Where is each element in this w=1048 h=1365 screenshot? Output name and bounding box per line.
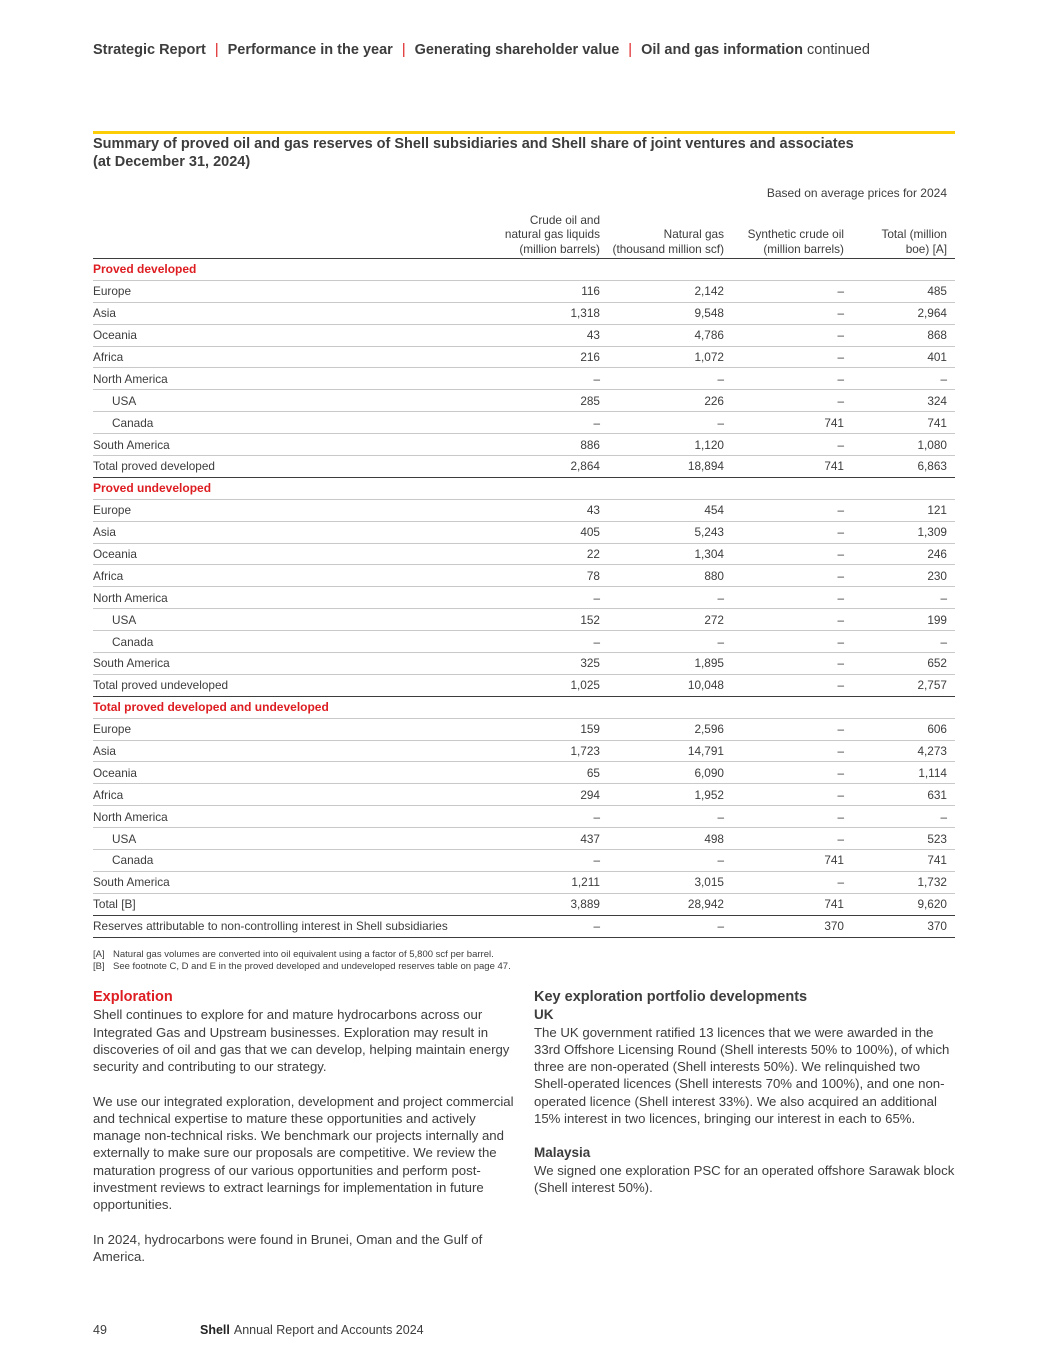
footnote — [93, 949, 955, 961]
row-label: Asia — [93, 306, 116, 321]
row-label: North America — [93, 371, 168, 386]
natural-gas-cell: – — [717, 919, 724, 934]
column-header-line: (million barrels) — [763, 241, 844, 256]
crude-oil-ngl-cell: 3,889 — [570, 897, 600, 912]
crude-oil-ngl-cell: 22 — [586, 547, 600, 562]
synthetic-crude-oil-cell: 741 — [824, 415, 844, 430]
breadcrumb-item-oil-gas-information[interactable]: Oil and gas information — [641, 42, 803, 58]
table-row — [93, 850, 955, 872]
synthetic-crude-oil-cell: – — [837, 525, 844, 540]
total-boe-cell: 246 — [927, 547, 947, 562]
table-row — [93, 653, 955, 675]
row-label: Europe — [93, 722, 132, 737]
row-label: North America — [93, 809, 168, 824]
synthetic-crude-oil-cell: – — [837, 371, 844, 386]
table-row — [93, 368, 955, 390]
publication-title — [200, 1322, 424, 1338]
crude-oil-ngl-cell: 159 — [580, 722, 600, 737]
synthetic-crude-oil-cell: – — [837, 875, 844, 890]
natural-gas-cell: 1,952 — [694, 787, 724, 802]
table-row — [93, 762, 955, 784]
natural-gas-cell: 3,015 — [694, 875, 724, 890]
synthetic-crude-oil-cell: – — [837, 568, 844, 583]
total-boe-cell: – — [940, 590, 947, 605]
column-header-line: Total (million — [881, 227, 947, 241]
key-developments-heading: Key exploration portfolio developments — [534, 989, 808, 1005]
crude-oil-ngl-cell: – — [593, 590, 600, 605]
total-boe-cell: 1,080 — [917, 437, 947, 452]
crude-oil-ngl-cell: 437 — [580, 831, 600, 846]
breadcrumb-item-performance[interactable]: Performance in the year — [227, 42, 393, 58]
natural-gas-cell: – — [717, 590, 724, 605]
natural-gas-cell: 2,142 — [694, 284, 724, 299]
table-header-row — [93, 207, 955, 259]
natural-gas-cell: 1,072 — [694, 350, 724, 364]
crude-oil-ngl-column-header — [480, 207, 607, 258]
synthetic-crude-oil-cell: – — [837, 831, 844, 846]
row-label: North America — [93, 590, 168, 605]
total-boe-cell: 370 — [927, 919, 947, 934]
total-boe-cell: 2,964 — [917, 306, 947, 321]
table-row — [93, 631, 955, 653]
report-name: Annual Report and Accounts 2024 — [233, 1323, 424, 1337]
synthetic-crude-oil-cell: – — [837, 284, 844, 299]
breadcrumb-separator: | — [401, 42, 406, 58]
page-number: 49 — [93, 1323, 107, 1337]
row-label: Canada — [112, 415, 154, 430]
total-boe-cell: 606 — [927, 722, 947, 737]
column-header-line: boe) [A] — [905, 241, 947, 256]
footnote-mark: [B] — [93, 961, 105, 972]
total-boe-cell: 485 — [927, 284, 947, 299]
natural-gas-cell: 454 — [704, 503, 724, 518]
total-boe-cell: 1,114 — [918, 765, 947, 780]
natural-gas-cell: – — [717, 809, 724, 824]
natural-gas-cell: 9,548 — [694, 306, 724, 321]
natural-gas-cell: – — [717, 634, 724, 649]
brand-name: Shell — [200, 1323, 230, 1337]
synthetic-crude-oil-cell: – — [837, 393, 844, 408]
table-row — [93, 806, 955, 828]
row-label: Proved undeveloped — [93, 481, 212, 496]
table-row — [93, 412, 955, 434]
crude-oil-ngl-cell: 285 — [580, 393, 600, 408]
row-label: Africa — [93, 787, 124, 802]
row-label: Reserves attributable to non-controlling interest in Shell subsidiaries — [93, 919, 448, 934]
row-label: South America — [93, 875, 170, 890]
yellow-divider — [93, 131, 955, 134]
table-row — [93, 303, 955, 325]
crude-oil-ngl-cell: 1,723 — [570, 744, 600, 759]
column-header-line: Synthetic crude oil — [747, 227, 844, 241]
natural-gas-cell: – — [717, 371, 724, 386]
table-row — [93, 828, 955, 850]
country-paragraph-uk: The UK government ratified 13 licences that we were awarded in the 33rd Offshore Licensing Round (Shell interests 50% to 100%), of which three are non-operated (Shell interests 50%). We relinquished two Shell-operated licences (Shell interests 70% and 100%), and one non-operated licence (Shell interest 33%). We also acquired an additional 15% interest in two licences, bringing our interest in each to 65%. — [534, 1024, 950, 1126]
crude-oil-ngl-cell: – — [593, 809, 600, 824]
synthetic-crude-oil-cell: – — [837, 722, 844, 737]
row-label: USA — [112, 831, 137, 846]
table-title-date: (at December 31, 2024) — [93, 153, 251, 170]
synthetic-crude-oil-cell: – — [837, 503, 844, 518]
total-boe-cell: 401 — [927, 350, 947, 364]
table-total-row — [93, 894, 955, 916]
country-subheading-uk: UK — [534, 1007, 554, 1023]
natural-gas-cell: 14,791 — [687, 744, 724, 759]
crude-oil-ngl-cell: 1,211 — [571, 875, 600, 890]
table-row — [93, 609, 955, 631]
synthetic-crude-oil-column-header — [731, 207, 851, 258]
table-title — [93, 136, 955, 171]
crude-oil-ngl-cell: – — [593, 634, 600, 649]
breadcrumb-separator: | — [214, 42, 219, 58]
footnote — [93, 961, 955, 973]
row-label: South America — [93, 656, 170, 671]
column-header-line: Natural gas — [663, 227, 724, 241]
footnote-text: See footnote C, D and E in the proved developed and undeveloped reserves table on page 47. — [113, 961, 511, 972]
table-row — [93, 872, 955, 894]
crude-oil-ngl-cell: 1,318 — [570, 306, 600, 321]
table-row — [93, 347, 955, 369]
crude-oil-ngl-cell: 2,864 — [570, 459, 600, 474]
table-total-row — [93, 456, 955, 478]
row-label: Canada — [112, 634, 154, 649]
table-row — [93, 522, 955, 544]
synthetic-crude-oil-cell: 741 — [824, 459, 844, 474]
table-row — [93, 434, 955, 456]
table-row — [93, 741, 955, 763]
natural-gas-cell: 226 — [704, 393, 724, 408]
exploration-section — [93, 989, 517, 1282]
total-boe-cell: 2,757 — [917, 678, 947, 693]
total-boe-cell: 9,620 — [917, 897, 947, 912]
crude-oil-ngl-cell: 43 — [586, 503, 600, 518]
total-boe-cell: 741 — [927, 853, 947, 868]
row-label: Africa — [93, 568, 124, 583]
crude-oil-ngl-cell: 65 — [586, 765, 600, 780]
exploration-paragraph: Shell continues to explore for and mature hydrocarbons across our Integrated Gas and Upstream businesses. Exploration may result in discoveries of oil and gas that we can develop, helping maintain energy security and contributing to our strategy. — [93, 1007, 510, 1074]
row-label: Europe — [93, 284, 132, 299]
natural-gas-cell: 4,786 — [694, 328, 724, 343]
synthetic-crude-oil-cell: – — [837, 437, 844, 452]
total-boe-cell: 4,273 — [917, 744, 947, 759]
natural-gas-cell: – — [717, 415, 724, 430]
table-row — [93, 544, 955, 566]
table-price-basis: Based on average prices for 2024 — [766, 186, 947, 200]
total-boe-cell: 121 — [927, 503, 947, 518]
total-boe-cell: 1,732 — [917, 875, 947, 890]
synthetic-crude-oil-cell: – — [837, 328, 844, 343]
table-section-heading — [93, 478, 955, 500]
row-label: USA — [112, 393, 137, 408]
breadcrumb-item-strategic-report[interactable]: Strategic Report — [93, 42, 206, 58]
total-boe-cell: 631 — [927, 787, 947, 802]
natural-gas-cell: 880 — [704, 568, 724, 583]
breadcrumb-item-shareholder-value[interactable]: Generating shareholder value — [414, 42, 620, 58]
total-boe-cell: – — [940, 809, 947, 824]
total-boe-cell: 1,309 — [917, 525, 947, 540]
country-subheading-malaysia: Malaysia — [534, 1145, 591, 1161]
crude-oil-ngl-cell: 216 — [580, 350, 600, 364]
table-row — [93, 719, 955, 741]
synthetic-crude-oil-cell: – — [837, 678, 844, 693]
crude-oil-ngl-cell: 886 — [580, 437, 600, 452]
natural-gas-cell: 6,090 — [694, 765, 724, 780]
row-label: Oceania — [93, 547, 137, 562]
table-row — [93, 784, 955, 806]
table-row — [93, 325, 955, 347]
synthetic-crude-oil-cell: – — [837, 656, 844, 671]
synthetic-crude-oil-cell: – — [837, 634, 844, 649]
row-label: Total proved developed and undeveloped — [93, 700, 329, 715]
column-header-blank — [93, 207, 480, 258]
table-total-row — [93, 675, 955, 697]
table-body — [93, 259, 955, 938]
table-footnotes — [93, 949, 955, 973]
natural-gas-cell: 498 — [704, 831, 724, 846]
breadcrumb — [93, 41, 870, 59]
column-header-line: Crude oil and — [529, 212, 600, 227]
row-label: Canada — [112, 853, 154, 868]
natural-gas-cell: 10,048 — [687, 678, 724, 693]
crude-oil-ngl-cell: – — [593, 371, 600, 386]
crude-oil-ngl-cell: 1,025 — [570, 678, 600, 693]
footnote-text: Natural gas volumes are converted into oil equivalent using a factor of 5,800 scf per barrel. — [113, 949, 494, 960]
row-label: Total proved undeveloped — [93, 678, 229, 693]
total-boe-cell: 324 — [927, 393, 947, 408]
total-boe-cell: 230 — [927, 568, 947, 583]
crude-oil-ngl-cell: 325 — [580, 656, 600, 671]
row-label: Proved developed — [93, 262, 197, 277]
natural-gas-cell: 272 — [704, 612, 724, 627]
crude-oil-ngl-cell: 405 — [580, 525, 600, 540]
total-boe-cell: – — [940, 634, 947, 649]
synthetic-crude-oil-cell: 741 — [824, 853, 844, 868]
breadcrumb-separator: | — [628, 42, 633, 58]
total-boe-cell: 199 — [927, 612, 947, 627]
synthetic-crude-oil-cell: 741 — [824, 897, 844, 912]
table-row — [93, 916, 955, 938]
row-label: South America — [93, 437, 170, 452]
total-boe-cell: 6,863 — [917, 459, 947, 474]
column-header-line: natural gas liquids — [504, 227, 600, 241]
row-label: Africa — [93, 350, 124, 364]
crude-oil-ngl-cell: 116 — [581, 284, 600, 299]
table-row — [93, 587, 955, 609]
natural-gas-cell: 5,243 — [694, 525, 724, 540]
crude-oil-ngl-cell: 294 — [580, 787, 600, 802]
table-row — [93, 390, 955, 412]
exploration-paragraph: We use our integrated exploration, development and project commercial and technical expertise to mature these opportunities and actively manage non-technical risks. We benchmark our projects internally and externally to make sure our proposals are competitive. We review the maturation progress of our various opportunities and perform post-investment reviews to extract learnings for implementation in future opportunities. — [93, 1093, 514, 1212]
crude-oil-ngl-cell: 78 — [586, 568, 600, 583]
table-row — [93, 565, 955, 587]
total-boe-cell: 652 — [927, 656, 947, 671]
natural-gas-cell: 1,304 — [694, 547, 724, 562]
row-label: Total proved developed — [93, 459, 215, 474]
country-paragraph-malaysia: We signed one exploration PSC for an operated offshore Sarawak block (Shell interest 50%). — [534, 1162, 955, 1195]
row-label: Europe — [93, 503, 132, 518]
crude-oil-ngl-cell: – — [593, 415, 600, 430]
table-section-heading — [93, 697, 955, 719]
total-boe-cell: 523 — [927, 831, 947, 846]
natural-gas-cell: 28,942 — [687, 897, 724, 912]
row-label: Oceania — [93, 765, 137, 780]
synthetic-crude-oil-cell: – — [837, 787, 844, 802]
synthetic-crude-oil-cell: – — [837, 765, 844, 780]
key-developments-section — [534, 989, 955, 1213]
synthetic-crude-oil-cell: – — [837, 350, 844, 364]
synthetic-crude-oil-cell: – — [837, 744, 844, 759]
exploration-paragraph: In 2024, hydrocarbons were found in Brunei, Oman and the Gulf of America. — [93, 1231, 483, 1264]
total-boe-cell: 868 — [927, 328, 947, 343]
synthetic-crude-oil-cell: 370 — [824, 919, 844, 934]
row-label: Asia — [93, 744, 116, 759]
row-label: Total [B] — [93, 897, 136, 912]
synthetic-crude-oil-cell: – — [837, 809, 844, 824]
crude-oil-ngl-cell: 43 — [586, 328, 600, 343]
table-row — [93, 281, 955, 303]
total-boe-cell: – — [940, 371, 947, 386]
synthetic-crude-oil-cell: – — [837, 612, 844, 627]
exploration-heading: Exploration — [93, 989, 173, 1005]
synthetic-crude-oil-cell: – — [837, 590, 844, 605]
crude-oil-ngl-cell: 152 — [580, 612, 600, 627]
natural-gas-column-header — [607, 207, 731, 258]
column-header-line: (million barrels) — [519, 241, 600, 256]
continued-label: continued — [807, 42, 870, 58]
table-row — [93, 500, 955, 522]
natural-gas-cell: 2,596 — [694, 722, 724, 737]
natural-gas-cell: – — [717, 853, 724, 868]
table-section-heading — [93, 259, 955, 281]
natural-gas-cell: 1,895 — [694, 656, 724, 671]
row-label: Asia — [93, 525, 116, 540]
page-footer — [0, 1322, 1048, 1338]
footnote-mark: [A] — [93, 949, 105, 960]
natural-gas-cell: 18,894 — [687, 459, 724, 474]
row-label: USA — [112, 612, 137, 627]
total-boe-cell: 741 — [927, 415, 947, 430]
natural-gas-cell: 1,120 — [694, 437, 724, 452]
crude-oil-ngl-cell: – — [593, 919, 600, 934]
column-header-line: (thousand million scf) — [612, 241, 724, 256]
row-label: Oceania — [93, 328, 137, 343]
crude-oil-ngl-cell: – — [593, 853, 600, 868]
synthetic-crude-oil-cell: – — [837, 306, 844, 321]
table-title-text: Summary of proved oil and gas reserves of Shell subsidiaries and Shell share of joint ventures and associates — [93, 136, 854, 152]
total-boe-column-header — [851, 207, 955, 258]
synthetic-crude-oil-cell: – — [837, 547, 844, 562]
